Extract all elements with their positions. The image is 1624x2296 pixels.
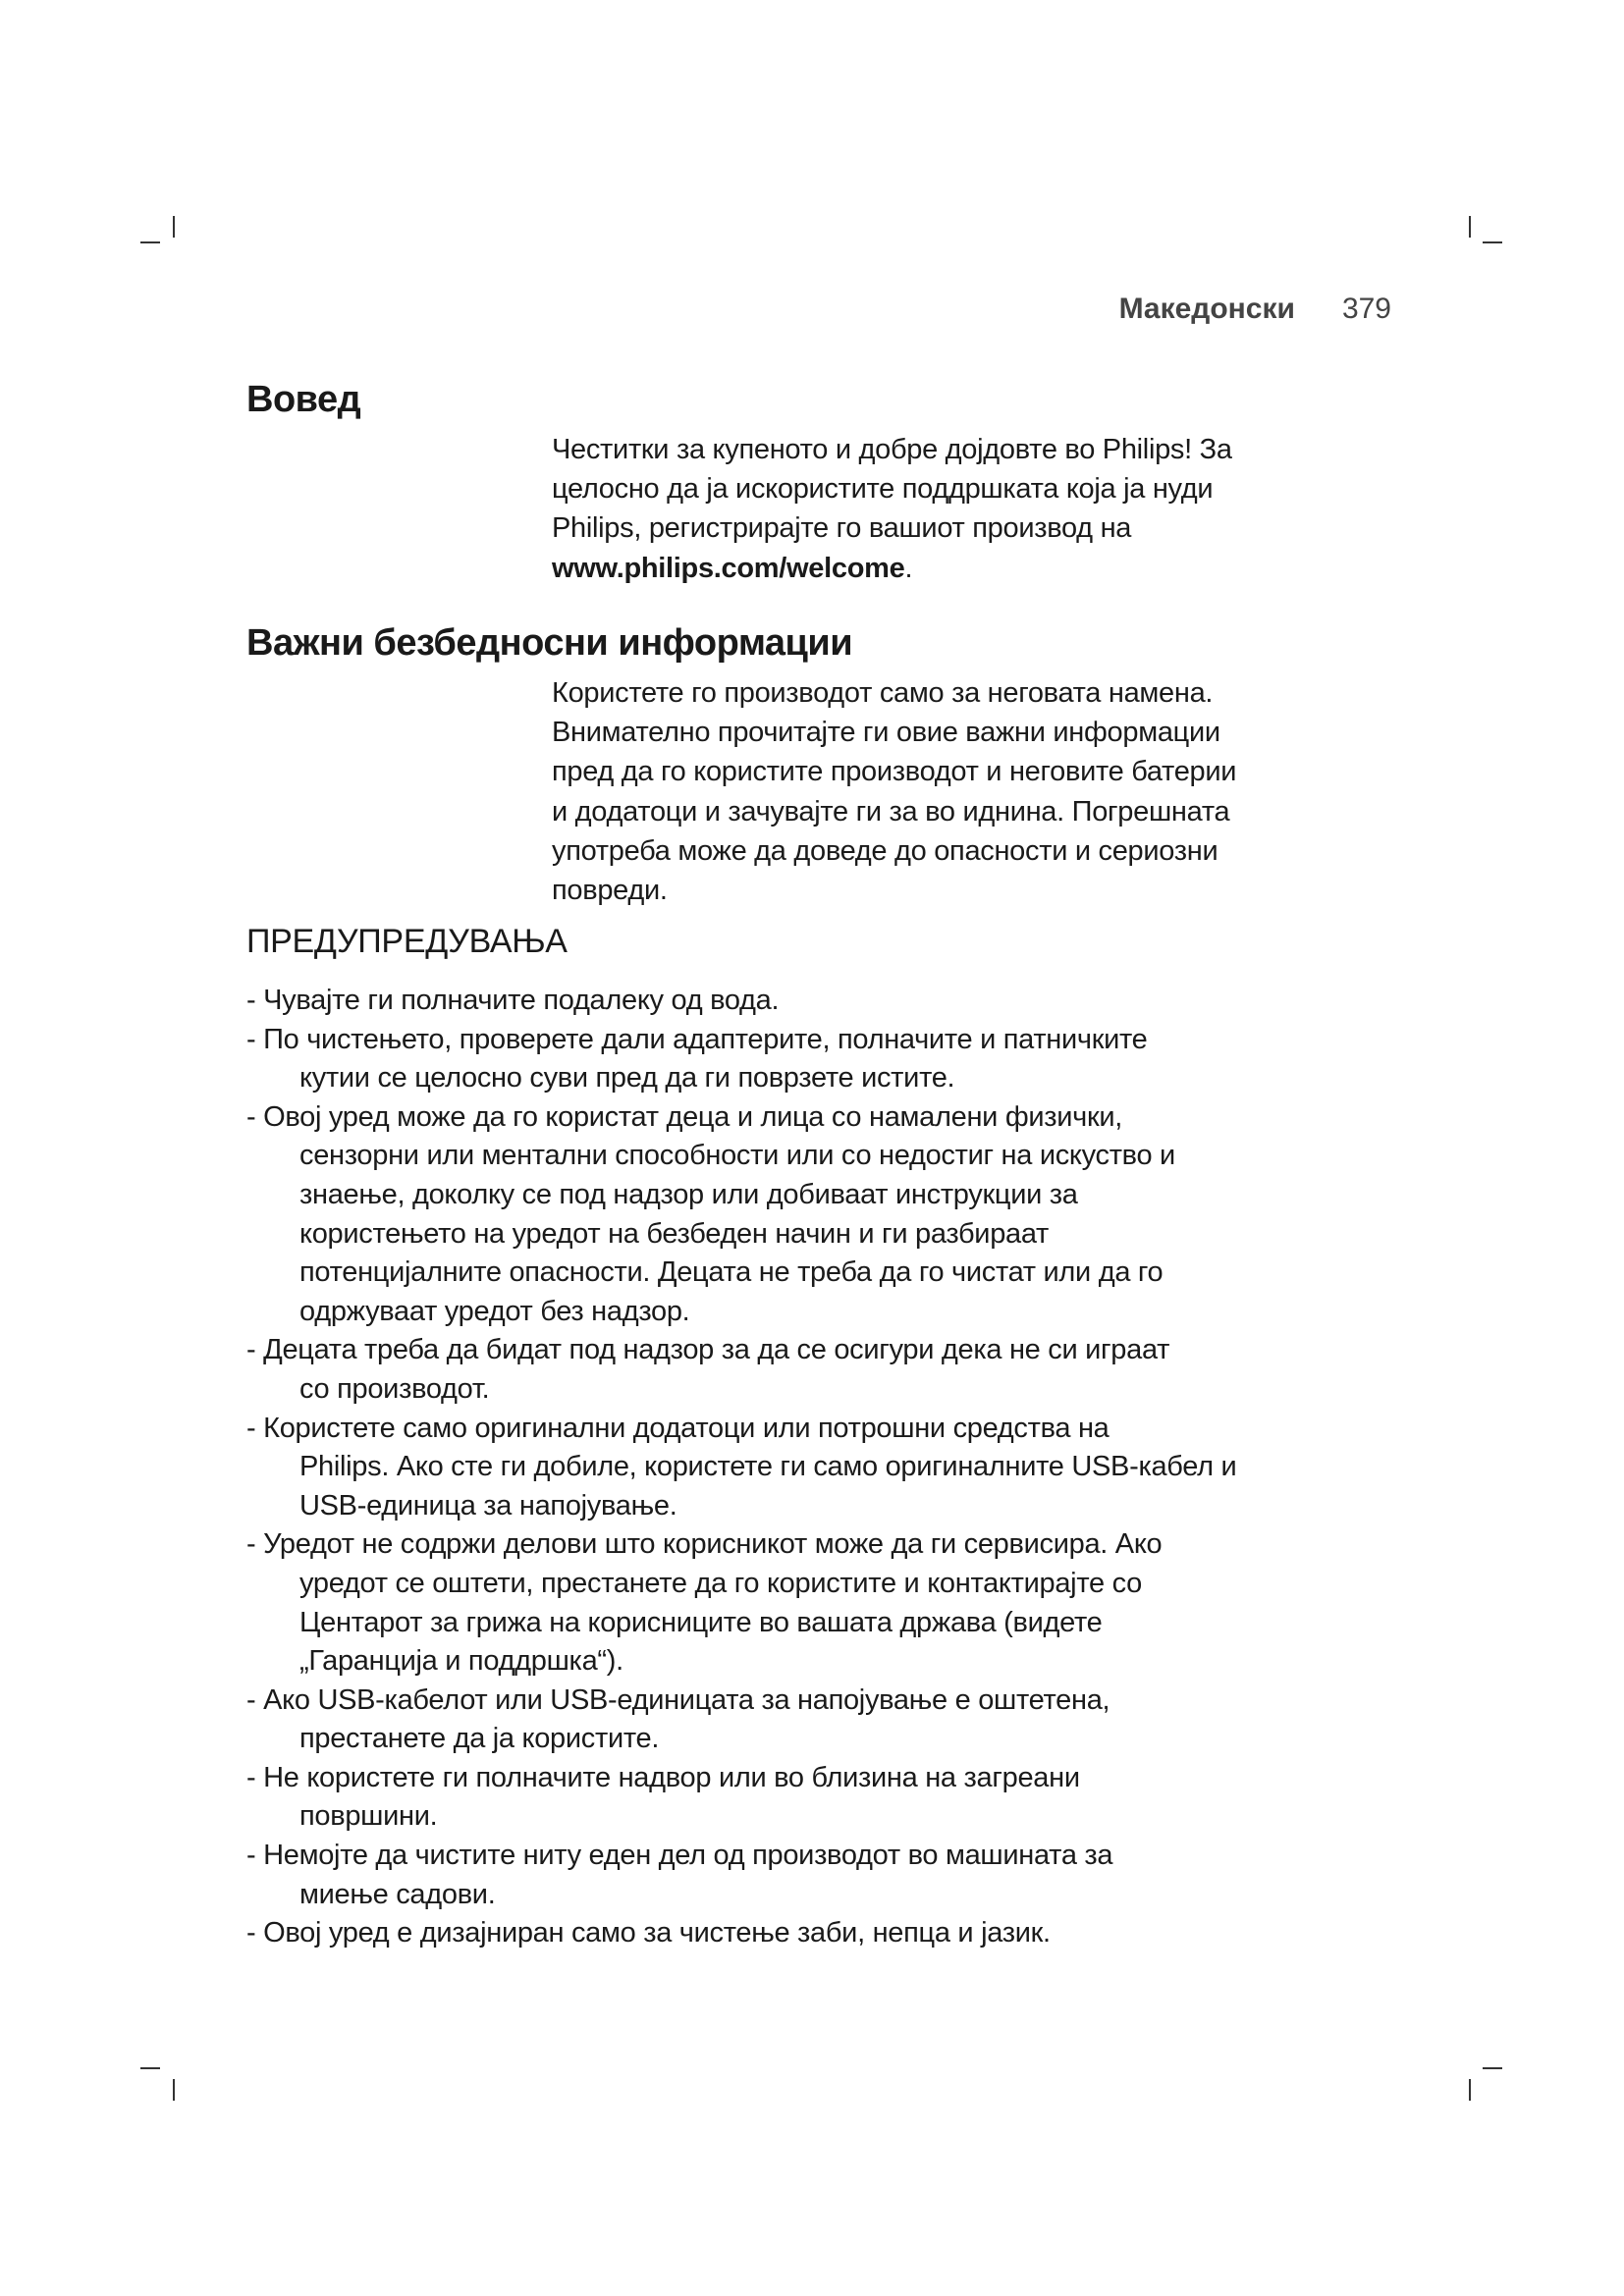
warning-line: - Децата треба да бидат под надзор за да се осигури дека не си играат [246,1334,1170,1366]
welcome-link[interactable]: www.philips.com/welcome [552,552,905,584]
header-language: Македонски [1118,293,1295,325]
warning-line: знаење, доколку се под надзор или добиваат инструкции за [299,1178,1078,1210]
warning-line: површини. [299,1800,438,1833]
crop-mark-bottom-left-v [173,2079,175,2101]
warning-line: користењето на уредот на безбеден начин и ги разбираат [299,1217,1050,1250]
warning-line: уредот се оштети, престанете да го користите и контактирајте со [299,1567,1142,1599]
warning-line: - Не користете ги полначите надвор или во близина на загреани [246,1761,1080,1793]
intro-heading: Вовед [246,379,361,420]
warning-line: престанете да ја користите. [299,1723,660,1755]
intro-line: целосно да ја искористите поддршката која ја нуди [552,473,1214,506]
link-suffix: . [904,552,913,584]
warning-item [246,1098,1236,1332]
intro-line: Philips, регистрирајте го вашиот производ на [552,512,1132,545]
crop-mark-top-left-v [173,216,175,238]
warning-line: - По чистењето, проверете дали адаптерите, полначите и патничките [246,1023,1148,1055]
warning-line: USB-единица за напојување. [299,1489,677,1522]
warning-line: потенцијалните опасности. Децата не треба да го чистат или да го [299,1256,1164,1289]
safety-paragraph [552,673,1236,910]
warning-line: - Чувајте ги полначите подалеку од вода. [246,985,780,1016]
crop-mark-top-left-h [140,241,160,243]
warning-line: „Гаранција и поддршка“). [299,1645,623,1678]
warning-line: Philips. Ако сте ги добиле, користете ги само оригиналните USB-кабел и [299,1451,1237,1483]
warning-item [246,1021,1236,1098]
warning-line: Центарот за грижа на корисниците во вашата држава (видете [299,1606,1103,1638]
intro-paragraph [552,430,1232,588]
warning-item [246,1759,1236,1837]
safety-line: Користете го производот само за неговата намена. [552,677,1214,709]
warning-line: - Користете само оригинални додатоци или потрошни средства на [246,1412,1110,1444]
warning-line: - Немојте да чистите ниту еден дел од производот во машината за [246,1840,1113,1872]
warning-line: одржуваат уредот без надзор. [299,1295,690,1327]
crop-mark-top-right-v [1469,216,1471,238]
running-header [1119,293,1391,326]
page-number: 379 [1341,293,1391,325]
warning-line: кутии се целосно суви пред да ги поврзете истите. [299,1062,955,1095]
warning-line: - Овој уред е дизајниран само за чистење заби, непца и јазик. [246,1917,1051,1949]
warning-item [246,1525,1236,1681]
warning-item [246,1410,1236,1526]
safety-line: и додатоци и зачувајте ги за во иднина. Погрешната [552,795,1230,828]
safety-line: употреба може да доведе до опасности и сериозни [552,834,1218,867]
warning-item [246,1682,1236,1759]
warning-line: миење садови. [299,1878,496,1910]
warnings-heading: ПРЕДУПРЕДУВАЊА [246,923,568,960]
warning-item [246,1331,1236,1409]
safety-line: Внимателно прочитајте ги овие важни информации [552,717,1220,749]
warning-line: - Овој уред може да го користат деца и лица со намалени физички, [246,1100,1123,1133]
warnings-list [246,982,1236,1953]
warning-line: сензорни или ментални способности или со недостиг на искуство и [299,1140,1175,1172]
warning-item [246,982,1236,1021]
warning-line: - Ако USB-кабелот или USB-единицата за напојување е оштетена, [246,1683,1110,1716]
warning-item [246,1914,1236,1953]
crop-mark-bottom-left-h [140,2067,160,2069]
safety-line: повреди. [552,875,668,907]
warning-line: со производот. [299,1372,490,1405]
safety-heading: Важни безбедносни информации [246,622,853,664]
intro-line: Честитки за купеното и добре дојдовте во Philips! За [552,434,1232,465]
crop-mark-bottom-right-h [1483,2067,1502,2069]
warning-item [246,1837,1236,1914]
crop-mark-top-right-h [1483,241,1502,243]
crop-mark-bottom-right-v [1469,2079,1471,2101]
warning-line: - Уредот не содржи делови што корисникот може да ги сервисира. Ако [246,1528,1163,1561]
safety-line: пред да го користите производот и неговите батерии [552,756,1237,788]
